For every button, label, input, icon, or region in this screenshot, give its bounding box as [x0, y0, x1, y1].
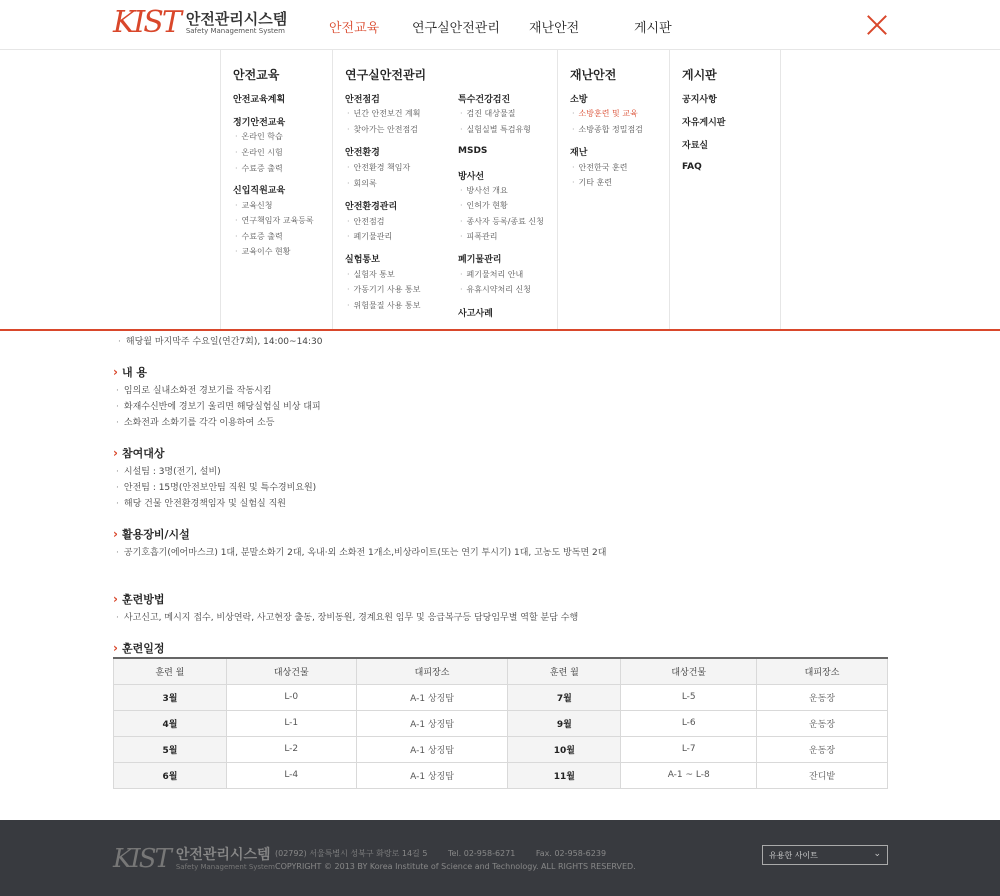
cell-month: 7월 [508, 684, 621, 710]
menu-item[interactable]: · 위험물질 사용 통보 [347, 300, 420, 311]
menu-new-staff-edu[interactable]: 신입직원교육 [233, 186, 286, 196]
menu-item[interactable]: · 년간 안전보건 계획 [347, 108, 420, 119]
footer-logo-mark: KIST [113, 844, 170, 874]
site-header [0, 0, 1000, 50]
menu-free-board[interactable]: 자유게시판 [682, 118, 726, 128]
menu-msds[interactable]: MSDS [458, 146, 488, 156]
menu-radiation[interactable]: 방사선 [458, 172, 485, 182]
menu-faq[interactable]: FAQ [682, 162, 702, 172]
close-icon[interactable] [866, 14, 888, 36]
cell: 운동장 [757, 736, 888, 762]
section-title-equipment: › 활용장비/시설 [113, 527, 190, 541]
cell: 운동장 [757, 684, 888, 710]
logo-name-ko: 안전관리시스템 [185, 9, 288, 28]
cell: L-4 [226, 762, 356, 788]
section-title-schedule: › 훈련일정 [113, 641, 165, 655]
menu-lab-inspection[interactable]: 안전점검 [345, 95, 380, 105]
section-title-method: › 훈련방법 [113, 592, 165, 606]
menu-item[interactable]: · 수료증 출력 [235, 231, 283, 242]
footer-tel: Tel. 02-958-6271 [447, 849, 516, 858]
menu-item[interactable]: · 실험자 통보 [347, 269, 395, 280]
menu-item-active[interactable]: · 소방훈련 및 교육 [572, 108, 638, 119]
mega-title-board[interactable]: 게시판 [682, 68, 717, 82]
header-evac-place: 대피장소 [356, 658, 508, 684]
cell: 잔디밭 [757, 762, 888, 788]
gnb-disaster-safety[interactable]: 재난안전 [529, 21, 580, 36]
mega-title-disaster[interactable]: 재난안전 [570, 68, 617, 82]
menu-item[interactable]: · 방사선 개요 [460, 185, 508, 196]
footer-logo-name-ko: 안전관리시스템 [175, 846, 271, 863]
list-item: · 공기호흡기(에어마스크) 1대, 분말소화기 2대, 옥내·외 소화전 1개소,비상라이트(또는 연기 투시기) 1대, 고농도 방독면 2대 [116, 545, 606, 558]
cell-month: 10월 [508, 736, 621, 762]
footer-info [275, 847, 636, 873]
menu-item[interactable]: · 수료증 출력 [235, 163, 283, 174]
header-month: 훈련 월 [114, 658, 227, 684]
chevron-right-icon: › [113, 527, 118, 541]
menu-accident-cases[interactable]: 사고사례 [458, 309, 493, 319]
menu-archive[interactable]: 자료실 [682, 141, 709, 151]
cell: L-1 [226, 710, 356, 736]
logo-name-en: Safety Management System [185, 26, 285, 35]
menu-item[interactable]: · 기타 훈련 [572, 177, 612, 188]
menu-item[interactable]: · 온라인 학습 [235, 131, 283, 142]
menu-item[interactable]: · 연구책임자 교육등록 [235, 215, 314, 226]
cell: L-0 [226, 684, 356, 710]
chevron-right-icon: › [113, 592, 118, 606]
global-nav [0, 17, 1000, 35]
menu-lab-environment[interactable]: 안전환경 [345, 148, 380, 158]
gnb-board[interactable]: 게시판 [634, 21, 672, 36]
menu-env-management[interactable]: 안전환경관리 [345, 202, 398, 212]
menu-edu-plan[interactable]: 안전교육계획 [233, 95, 286, 105]
footer-copyright: COPYRIGHT © 2013 BY Korea Institute of Science and Technology. ALL RIGHTS RESERVED. [275, 862, 636, 871]
cell: A-1 ~ L-8 [621, 762, 757, 788]
chevron-right-icon: › [113, 641, 118, 655]
cell-month: 4월 [114, 710, 227, 736]
menu-waste-management[interactable]: 폐기물관리 [458, 255, 502, 265]
gnb-safety-education[interactable]: 안전교육 [329, 21, 380, 36]
training-schedule-table [113, 657, 888, 789]
mega-title-education[interactable]: 안전교육 [233, 68, 280, 82]
header-evac-place: 대피장소 [757, 658, 888, 684]
list-item: · 임의로 실내소화전 경보기를 작동시킴 [116, 383, 272, 396]
menu-health-check[interactable]: 특수건강검진 [458, 95, 511, 105]
mega-title-lab-safety[interactable]: 연구실안전관리 [345, 68, 427, 82]
menu-item[interactable]: · 유휴시약처리 신청 [460, 284, 531, 295]
section-title-content: › 내 용 [113, 365, 148, 379]
logo-mark: KIST [113, 5, 180, 40]
cell: L-6 [621, 710, 757, 736]
chevron-down-icon: ⌄ [873, 849, 881, 859]
cell: A-1 상징탑 [356, 736, 508, 762]
menu-item[interactable]: · 폐기물처리 안내 [460, 269, 523, 280]
menu-item[interactable]: · 피폭관리 [460, 231, 497, 242]
menu-item[interactable]: · 안전한국 훈련 [572, 162, 627, 173]
table-row [114, 684, 888, 710]
mega-col-lab-safety [332, 50, 557, 329]
menu-notice[interactable]: 공지사항 [682, 95, 717, 105]
chevron-right-icon: › [113, 446, 118, 460]
cell: 운동장 [757, 710, 888, 736]
menu-item[interactable]: · 교육신청 [235, 200, 272, 211]
menu-item[interactable]: · 온라인 시험 [235, 147, 283, 158]
cell: L-2 [226, 736, 356, 762]
list-item: · 화재수신반에 경보기 울리면 해당실험실 비상 대피 [116, 399, 321, 412]
cell-month: 9월 [508, 710, 621, 736]
menu-item[interactable]: · 찾아가는 안전점검 [347, 124, 418, 135]
mega-menu [0, 50, 1000, 331]
list-item: · 해당 건물 안전환경책임자 및 실험실 직원 [116, 496, 286, 509]
menu-item[interactable]: · 폐기물관리 [347, 231, 392, 242]
useful-sites-label: 유용한 사이트 [769, 851, 818, 860]
menu-regular-edu[interactable]: 정기안전교육 [233, 118, 286, 128]
menu-item[interactable]: · 안전점검 [347, 216, 384, 227]
menu-item[interactable]: · 인허가 현황 [460, 200, 508, 211]
section-title-target: › 참여대상 [113, 446, 165, 460]
cell: A-1 상징탑 [356, 762, 508, 788]
chevron-right-icon: › [113, 365, 118, 379]
list-item: · 안전팀 : 15명(안전보안팀 직원 및 특수경비요원) [116, 480, 316, 493]
table-row [114, 762, 888, 788]
cell-month: 11월 [508, 762, 621, 788]
list-item: · 시설팀 : 3명(전기, 설비) [116, 464, 221, 477]
footer-logo [113, 844, 275, 874]
menu-fire[interactable]: 소방 [570, 95, 588, 105]
cell: A-1 상징탑 [356, 710, 508, 736]
footer-address: (02792) 서울특별시 성북구 화랑로 14길 5 [275, 849, 428, 858]
menu-item[interactable]: · 회의록 [347, 178, 377, 189]
list-item: · 소화전과 소화기를 각각 이용하여 소등 [116, 415, 274, 428]
gnb-lab-safety[interactable]: 연구실안전관리 [412, 21, 500, 36]
table-row [114, 736, 888, 762]
table-row [114, 710, 888, 736]
table-header-row [114, 658, 888, 684]
menu-item[interactable]: · 가동기기 사용 통보 [347, 284, 420, 295]
mega-col-education [220, 50, 332, 329]
cell: L-7 [621, 736, 757, 762]
cell: L-5 [621, 684, 757, 710]
cell-month: 5월 [114, 736, 227, 762]
header-month: 훈련 월 [508, 658, 621, 684]
menu-experiment-notice[interactable]: 실험통보 [345, 255, 380, 265]
list-item: · 사고신고, 메시지 접수, 비상연락, 사고현장 출동, 장비동원, 경계요원 임무 및 응급복구등 담당임무별 역할 분담 수행 [116, 610, 578, 623]
footer-fax: Fax. 02-958-6239 [535, 849, 607, 858]
cell-month: 3월 [114, 684, 227, 710]
mega-col-disaster [557, 50, 669, 329]
header-building: 대상건물 [621, 658, 757, 684]
menu-item[interactable]: · 소방종합 정밀점검 [572, 124, 643, 135]
cell: A-1 상징탑 [356, 684, 508, 710]
menu-item[interactable]: · 교육이수 현황 [235, 246, 290, 257]
menu-item[interactable]: · 안전환경 책임자 [347, 162, 410, 173]
menu-item[interactable]: · 검진 대상물질 [460, 108, 515, 119]
schedule-line: · 해당월 마지막주 수요일(연간7회), 14:00~14:30 [118, 334, 323, 347]
mega-col-board [669, 50, 781, 329]
menu-item[interactable]: · 실험실별 특검유형 [460, 124, 531, 135]
menu-item[interactable]: · 종사자 등록/종료 신청 [460, 216, 544, 227]
cell-month: 6월 [114, 762, 227, 788]
useful-sites-select[interactable] [762, 845, 888, 865]
menu-disaster[interactable]: 재난 [570, 148, 588, 158]
footer-logo-name-en: Safety Management System [175, 862, 275, 871]
header-building: 대상건물 [226, 658, 356, 684]
